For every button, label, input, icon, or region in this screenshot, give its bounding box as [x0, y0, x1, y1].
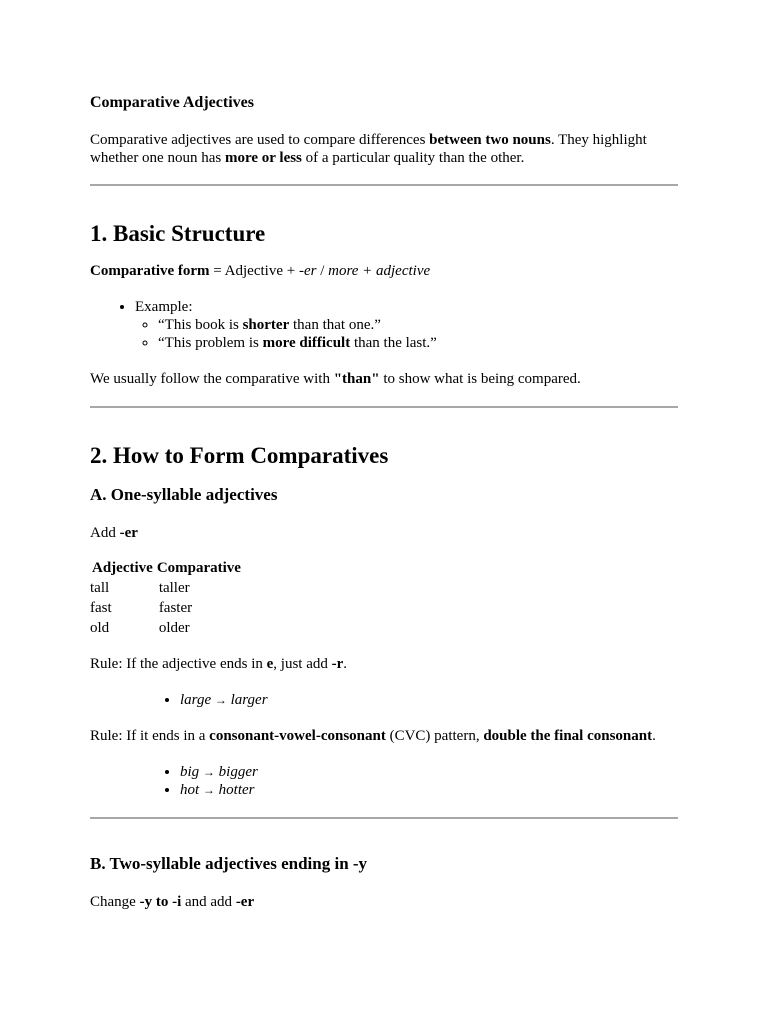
note-text-a: We usually follow the comparative with — [90, 371, 334, 387]
ex1-text-a: “This book is — [158, 317, 243, 333]
form-er: -er — [298, 263, 317, 279]
rule1-bold-e: e — [266, 656, 274, 672]
table-cell: older — [158, 620, 190, 636]
example-item — [135, 298, 678, 352]
rule-cvc — [90, 727, 678, 745]
example-list — [90, 298, 678, 352]
document-title: Comparative Adjectives — [90, 94, 254, 111]
change-text-c: and add — [181, 894, 236, 910]
large-example-list — [90, 691, 678, 709]
add-text: Add — [90, 525, 120, 541]
comparative-form-line — [90, 262, 678, 280]
intro-paragraph — [90, 131, 678, 167]
intro-bold-1: between two nouns — [429, 132, 551, 148]
example-label: Example: — [135, 299, 193, 315]
rule1-bold-r: -r — [331, 656, 344, 672]
intro-bold-2: more or less — [224, 150, 302, 166]
rule2-period: . — [652, 728, 656, 744]
divider-1 — [90, 184, 678, 186]
table-cell: fast — [90, 600, 112, 616]
example-sentence-1 — [158, 316, 678, 334]
subsection-b-heading: B. Two-syllable adjectives ending in -y — [90, 854, 368, 873]
right-arrow-icon: → — [214, 693, 227, 707]
intro-text-3: of a particular quality than the other. — [301, 150, 525, 166]
divider-3 — [90, 817, 678, 819]
table-row — [90, 619, 243, 639]
example-sentence-2 — [158, 334, 678, 352]
form-more: more + adjective — [328, 263, 431, 279]
add-bold: -er — [119, 525, 138, 541]
table-cell: tall — [90, 580, 110, 596]
note-bold: "than" — [333, 371, 380, 387]
cvc-example-list — [90, 763, 678, 799]
intro-text-1: Comparative adjectives are used to compare differences — [90, 132, 430, 148]
rule2-text-c: (CVC) pattern, — [385, 728, 484, 744]
header-adjective: Adjective — [92, 560, 153, 576]
ex1-bold: shorter — [242, 317, 290, 333]
subsection-a-heading: A. One-syllable adjectives — [90, 485, 278, 504]
ex2-text-c: than the last.” — [350, 335, 437, 351]
note-text-c: to show what is being compared. — [379, 371, 581, 387]
ex-big-base: big — [180, 764, 200, 780]
ex-large-comparative: larger — [230, 692, 268, 708]
ex-large-base: large — [180, 692, 212, 708]
ex2-bold: more difficult — [262, 335, 351, 351]
table-cell: faster — [158, 600, 193, 616]
section-1-heading: 1. Basic Structure — [90, 221, 266, 246]
ex2-text-a: “This problem is — [158, 335, 263, 351]
right-arrow-icon: → — [202, 783, 215, 797]
add-er-line — [90, 524, 678, 542]
ex1-text-c: than that one.” — [289, 317, 381, 333]
change-bold-er: -er — [235, 894, 255, 910]
list-item — [180, 691, 678, 709]
list-item — [180, 763, 678, 781]
table-row — [90, 579, 243, 599]
change-y-line — [90, 893, 678, 911]
table-cell: old — [90, 620, 110, 636]
ex-hot-comparative: hotter — [218, 782, 255, 798]
section-2-heading: 2. How to Form Comparatives — [90, 443, 389, 468]
rule2-bold-double: double the final consonant — [483, 728, 653, 744]
change-bold-y: -y to -i — [139, 894, 182, 910]
rule2-bold-cvc: consonant-vowel-consonant — [209, 728, 386, 744]
form-label: Comparative form — [90, 263, 210, 279]
example-sublist — [135, 316, 678, 352]
list-item — [180, 781, 678, 799]
ex-big-comparative: bigger — [218, 764, 258, 780]
form-slash: / — [316, 263, 329, 279]
form-eq: = Adjective + — [209, 263, 299, 279]
rule2-text-a: Rule: If it ends in a — [90, 728, 210, 744]
document-content — [90, 93, 678, 911]
rule-ends-in-e — [90, 655, 678, 673]
right-arrow-icon: → — [202, 765, 215, 779]
ex-hot-base: hot — [180, 782, 200, 798]
rule1-text-a: Rule: If the adjective ends in — [90, 656, 267, 672]
table-header-row — [90, 559, 243, 579]
comparative-table — [90, 559, 243, 639]
header-comparative: Comparative — [156, 560, 241, 576]
table-row — [90, 599, 243, 619]
table-cell: taller — [158, 580, 190, 596]
divider-2 — [90, 406, 678, 408]
than-note — [90, 370, 678, 388]
rule1-period: . — [343, 656, 348, 672]
rule1-text-c: , just add — [273, 656, 332, 672]
change-text-a: Change — [90, 894, 140, 910]
intro-text-2: . They highlight whether one noun has — [90, 132, 647, 166]
